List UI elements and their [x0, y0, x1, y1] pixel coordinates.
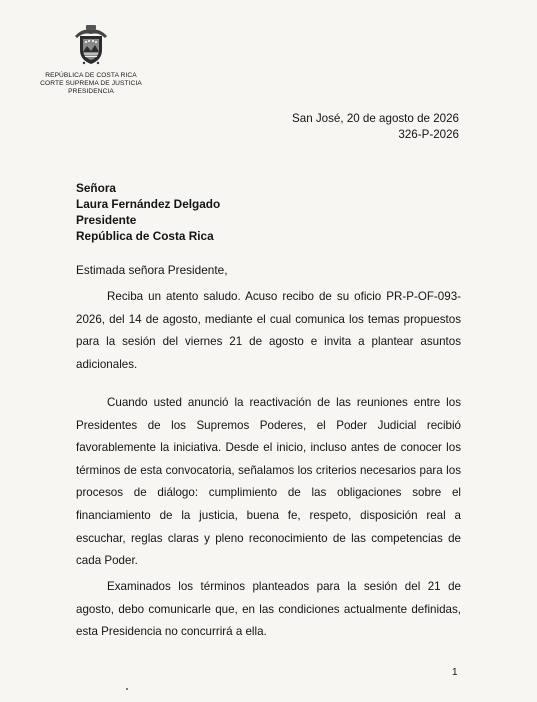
page-number: 1	[452, 667, 458, 678]
scan-speck	[126, 688, 128, 690]
salutation: Estimada señora Presidente,	[76, 263, 228, 277]
date-reference-block	[292, 111, 459, 143]
letterhead-line: PRESIDENCIA	[68, 88, 114, 96]
body-paragraph: Examinados los términos planteados para la sesión del 21 de agosto, debo comunicarle que, en las condiciones actualmente definidas, esta Presidencia no concurrirá a ella.	[76, 580, 461, 639]
recipient-line: Laura Fernández Delgado	[76, 197, 221, 211]
recipient-block	[76, 180, 220, 244]
date-line: San José, 20 de agosto de 2026	[292, 112, 459, 125]
letterhead-institution	[20, 72, 162, 97]
recipient-line: República de Costa Rica	[76, 229, 214, 243]
body-paragraph: Cuando usted anunció la reactivación de las reuniones entre los Presidentes de los Supremos Poderes, el Poder Judicial recibió favorablemente la iniciativa. Desde el inicio, incluso antes de conocer los términos de esta convocatoria, señalamos los criterios necesarios para los procesos de diálogo: cumplimiento de las obligaciones sobre el financiamiento de la justicia, buena fe, respeto, disposición real a escuchar, reglas claras y pleno reconocimiento de las competencias de cada Poder.	[76, 396, 461, 568]
letterhead-line: REPÚBLICA DE COSTA RICA	[45, 72, 137, 79]
recipient-line: Presidente	[76, 213, 137, 227]
body-paragraph: Reciba un atento saludo. Acuso recibo de su oficio PR-P-OF-093-2026, del 14 de agosto, mediante el cual comunica los temas propuestos para la sesión del viernes 21 de agosto e invita a plantear asuntos adicionales.	[76, 290, 461, 371]
letterhead-line: CORTE SUPREMA DE JUSTICIA	[40, 80, 142, 88]
recipient-line: Señora	[76, 181, 116, 195]
reference-number: 326-P-2026	[398, 128, 459, 141]
coat-of-arms-icon	[72, 22, 110, 66]
